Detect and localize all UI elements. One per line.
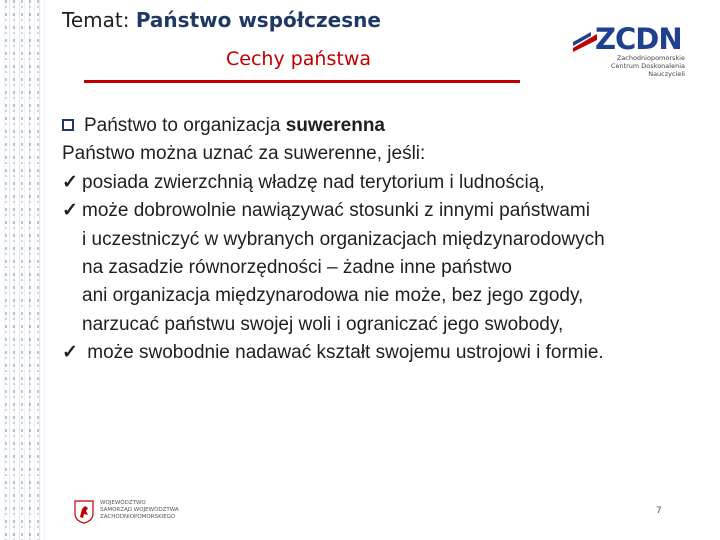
- list-item-continuation: na zasadzie równorzędności – żadne inne państwo: [82, 257, 512, 279]
- title-underline: [84, 80, 520, 83]
- content-intro: Państwo można uznać za suwerenne, jeśli:: [62, 143, 426, 165]
- list-item-continuation: i uczestniczyć w wybranych organizacjach międzynarodowych: [82, 228, 605, 250]
- list-item: ✓ może swobodnie nadawać kształt swojemu ustrojowi i formie.: [62, 339, 712, 367]
- checkmark-icon: ✓: [62, 200, 78, 222]
- square-bullet-icon: [62, 119, 74, 131]
- content-heading: Państwo to organizacja suwerenna: [62, 112, 712, 140]
- griffin-crest-icon: [74, 500, 94, 524]
- slide-content: [62, 112, 712, 368]
- list-item-continuation: narzucać państwu swojej woli i ograniczać jego swobody,: [82, 313, 564, 335]
- zcdn-logo-caption: Zachodniopomorskie Centrum Doskonalenia Nauczycieli: [610, 54, 685, 78]
- slide-title: [62, 8, 381, 32]
- region-logo: [74, 498, 194, 530]
- region-logo-text: WOJEWÓDZTWO SAMORZĄD WOJEWÓDZTWA ZACHODNIOPOMORSKIEGO: [100, 500, 179, 520]
- slide-subtitle: Cechy państwa: [226, 48, 372, 70]
- zcdn-logo: [571, 22, 685, 78]
- list-item: ✓ może dobrowolnie nawiązywać stosunki z innymi państwami: [62, 197, 712, 225]
- checkmark-icon: ✓: [62, 171, 78, 193]
- title-prefix: Temat:: [62, 8, 136, 32]
- list-item-continuation: ani organizacja międzynarodowa nie może, bez jego zgody,: [82, 285, 584, 307]
- title-topic: Państwo współczesne: [135, 8, 381, 32]
- page-number: 7: [656, 506, 662, 516]
- list-item: ✓ posiada zwierzchnią władzę nad terytorium i ludnością,: [62, 169, 712, 197]
- zcdn-logo-wordmark: ZCDN: [595, 22, 682, 56]
- decorative-side-strip: [0, 0, 46, 540]
- checkmark-icon: ✓: [62, 342, 78, 364]
